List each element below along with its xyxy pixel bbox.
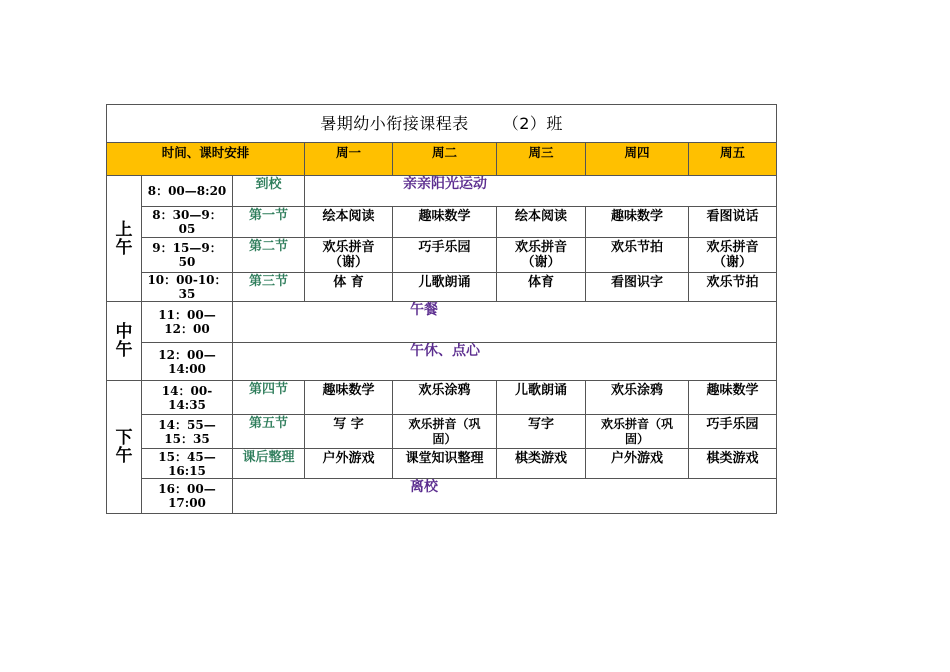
table-row xyxy=(107,381,777,415)
course-cell: 欢乐节拍 xyxy=(689,273,777,302)
table-row xyxy=(107,273,777,302)
course-cell: 欢乐拼音（巩 固） xyxy=(393,415,497,449)
session-label: 第一节 xyxy=(233,207,305,238)
period-label: 下午 xyxy=(115,428,133,466)
course-cell: 户外游戏 xyxy=(305,449,393,479)
table-title-cell xyxy=(107,105,777,143)
course-cell: 欢乐涂鸦 xyxy=(586,381,689,415)
activity-cell xyxy=(305,176,777,207)
course-cell: 欢乐拼音 （谢） xyxy=(305,238,393,273)
session-label: 课后整理 xyxy=(233,449,305,479)
session-label: 第三节 xyxy=(233,273,305,302)
course-cell: 巧手乐园 xyxy=(689,415,777,449)
course-cell: 户外游戏 xyxy=(586,449,689,479)
time-cell: 15：45— 16:15 xyxy=(142,449,233,479)
time-cell: 12：00— 14:00 xyxy=(142,343,233,381)
table-row xyxy=(107,415,777,449)
course-cell: 看图识字 xyxy=(586,273,689,302)
period-morning xyxy=(107,176,142,302)
time-cell: 11：00— 12：00 xyxy=(142,302,233,343)
table-row xyxy=(107,176,777,207)
course-cell: 欢乐涂鸦 xyxy=(393,381,497,415)
course-cell: 趣味数学 xyxy=(393,207,497,238)
activity-text: 午餐 xyxy=(410,302,438,318)
course-cell: 欢乐拼音（巩 固） xyxy=(586,415,689,449)
time-cell: 8：00—8:20 xyxy=(142,176,233,207)
activity-cell xyxy=(233,479,777,514)
table-row xyxy=(107,238,777,273)
course-cell: 看图说话 xyxy=(689,207,777,238)
activity-cell xyxy=(233,302,777,343)
course-cell: 趣味数学 xyxy=(689,381,777,415)
course-cell: 绘本阅读 xyxy=(497,207,586,238)
table-row xyxy=(107,449,777,479)
table-row xyxy=(107,343,777,381)
session-label: 到校 xyxy=(233,176,305,207)
course-cell: 体 育 xyxy=(305,273,393,302)
session-label: 第二节 xyxy=(233,238,305,273)
header-day-fri: 周五 xyxy=(689,143,777,176)
schedule-title: 暑期幼小衔接课程表 xyxy=(320,114,469,133)
header-day-tue: 周二 xyxy=(393,143,497,176)
course-cell: 欢乐拼音 （谢） xyxy=(689,238,777,273)
course-cell: 棋类游戏 xyxy=(689,449,777,479)
session-label: 第五节 xyxy=(233,415,305,449)
course-cell: 课堂知识整理 xyxy=(393,449,497,479)
header-row xyxy=(107,143,777,176)
table-row xyxy=(107,479,777,514)
course-cell: 欢乐节拍 xyxy=(586,238,689,273)
activity-text: 亲亲阳光运动 xyxy=(403,176,487,192)
period-afternoon xyxy=(107,381,142,514)
table-row xyxy=(107,207,777,238)
time-cell: 9：15—9： 50 xyxy=(142,238,233,273)
session-label: 第四节 xyxy=(233,381,305,415)
course-cell: 欢乐拼音 （谢） xyxy=(497,238,586,273)
time-cell: 10：00-10： 35 xyxy=(142,273,233,302)
course-cell: 绘本阅读 xyxy=(305,207,393,238)
course-cell: 趣味数学 xyxy=(305,381,393,415)
course-cell: 体育 xyxy=(497,273,586,302)
course-cell: 写字 xyxy=(497,415,586,449)
activity-text: 离校 xyxy=(410,479,438,495)
header-day-mon: 周一 xyxy=(305,143,393,176)
course-cell: 巧手乐园 xyxy=(393,238,497,273)
course-cell: 棋类游戏 xyxy=(497,449,586,479)
time-cell: 16：00— 17:00 xyxy=(142,479,233,514)
time-cell: 14：00- 14:35 xyxy=(142,381,233,415)
table-row xyxy=(107,302,777,343)
activity-cell xyxy=(233,343,777,381)
course-cell: 儿歌朗诵 xyxy=(497,381,586,415)
header-time: 时间、课时安排 xyxy=(107,143,305,176)
time-cell: 14：55— 15：35 xyxy=(142,415,233,449)
course-cell: 儿歌朗诵 xyxy=(393,273,497,302)
course-cell: 趣味数学 xyxy=(586,207,689,238)
course-cell: 写 字 xyxy=(305,415,393,449)
header-day-wed: 周三 xyxy=(497,143,586,176)
time-cell: 8：30—9： 05 xyxy=(142,207,233,238)
period-label: 中午 xyxy=(115,322,133,360)
schedule-table xyxy=(106,104,777,514)
class-label: （2）班 xyxy=(502,114,563,133)
period-noon xyxy=(107,302,142,381)
header-day-thu: 周四 xyxy=(586,143,689,176)
period-label: 上午 xyxy=(115,219,133,258)
activity-text: 午休、点心 xyxy=(410,343,480,359)
